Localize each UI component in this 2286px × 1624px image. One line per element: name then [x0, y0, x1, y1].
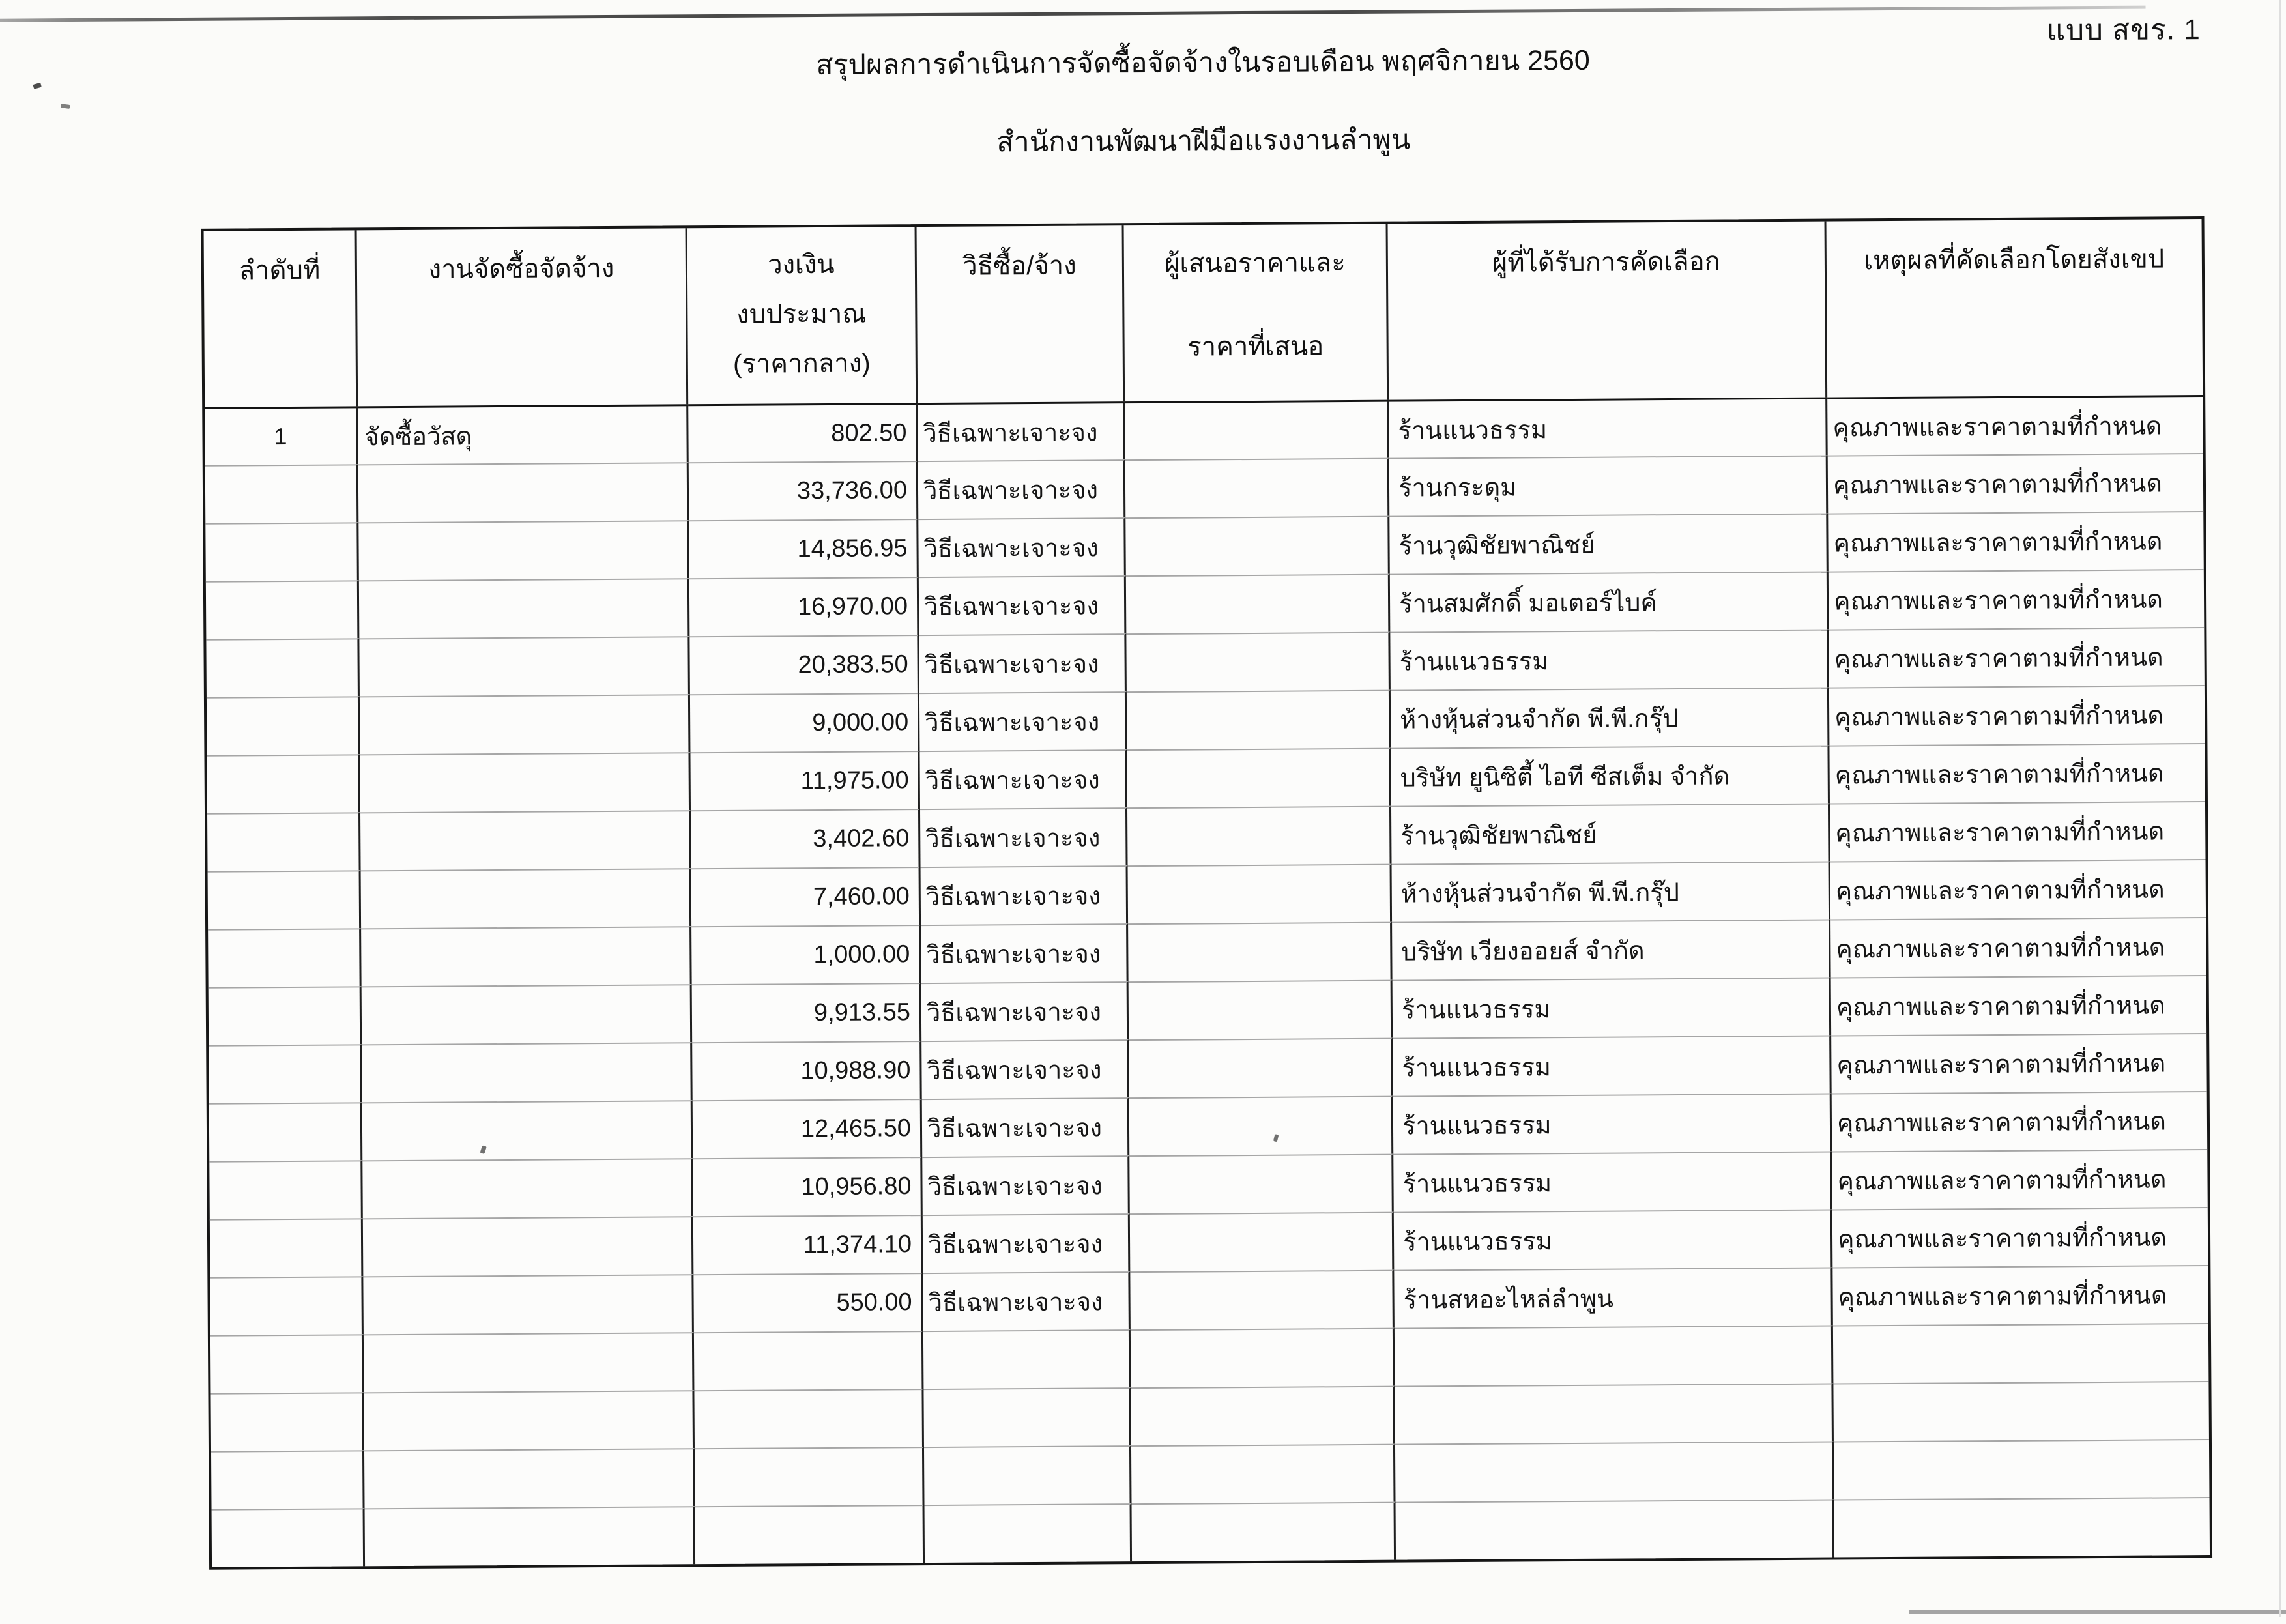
cell-amount: 802.50 [688, 403, 918, 462]
cell-no [209, 1102, 363, 1161]
cell-method: วิธีเฉพาะเจาะจง [919, 691, 1127, 751]
procurement-table [201, 216, 2213, 1570]
cell-bidder [1128, 864, 1393, 923]
cell-reason [1834, 1439, 2210, 1500]
cell-bidder [1125, 516, 1390, 575]
cell-no [206, 638, 360, 697]
cell-no [210, 1392, 364, 1451]
scan-speck [61, 104, 70, 109]
cell-no [207, 812, 361, 871]
cell-work: จัดซื้อวัสดุ [358, 404, 689, 464]
cell-work [363, 1274, 694, 1334]
cell-reason: คุณภาพและราคาตามที่กำหนด [1828, 453, 2204, 514]
page-subtitle: สำนักงานพัฒนาฝีมือแรงงานลำพูน [996, 124, 1411, 158]
cell-work [360, 752, 691, 812]
cell-selected [1396, 1500, 1835, 1560]
cell-work [360, 810, 691, 870]
cell-method [925, 1503, 1133, 1563]
cell-no [208, 928, 362, 987]
cell-bidder [1126, 632, 1391, 691]
cell-selected: ร้านกระดุม [1389, 456, 1829, 516]
cell-work [362, 1042, 693, 1102]
cell-reason: คุณภาพและราคาตามที่กำหนด [1830, 859, 2206, 920]
cell-reason: คุณภาพและราคาตามที่กำหนด [1832, 1149, 2208, 1210]
cell-work [359, 636, 690, 696]
scan-artifact-top-line [0, 6, 2146, 22]
cell-method: วิธีเฉพาะเจาะจง [918, 401, 1125, 461]
cell-no [205, 464, 359, 523]
cell-bidder [1131, 1444, 1396, 1503]
cell-method: วิธีเฉพาะเจาะจง [923, 1271, 1131, 1331]
cell-work [364, 1448, 695, 1508]
cell-selected: ร้านแนวธรรม [1393, 978, 1832, 1038]
cell-no [210, 1334, 364, 1393]
cell-reason: คุณภาพและราคาตามที่กำหนด [1827, 395, 2203, 456]
cell-amount [694, 1389, 924, 1448]
column-header-budget: วงเงิน งบประมาณ (ราคากลาง) [687, 227, 918, 404]
column-header-method: วิธีซื้อ/จ้าง [917, 225, 1125, 403]
cell-reason: คุณภาพและราคาตามที่กำหนด [1830, 917, 2206, 978]
cell-selected [1395, 1442, 1834, 1502]
cell-work [362, 1158, 693, 1218]
cell-bidder [1128, 922, 1393, 981]
cell-bidder [1132, 1502, 1396, 1561]
cell-amount: 550.00 [693, 1273, 923, 1332]
cell-selected: บริษัท เวียงออยส์ จำกัด [1392, 920, 1831, 980]
cell-bidder [1130, 1212, 1395, 1271]
cell-no [210, 1276, 364, 1335]
cell-no [209, 1160, 363, 1219]
cell-bidder [1129, 980, 1393, 1039]
column-header-work: งานจัดซื้อจัดจ้าง [357, 228, 689, 406]
cell-work [359, 578, 690, 638]
cell-work [361, 868, 692, 928]
cell-reason [1833, 1381, 2209, 1442]
cell-selected [1395, 1384, 1834, 1444]
cell-reason [1833, 1323, 2209, 1384]
cell-no [209, 986, 362, 1045]
cell-amount [694, 1331, 924, 1390]
cell-bidder [1126, 574, 1391, 633]
cell-amount: 33,736.00 [689, 461, 919, 520]
cell-reason: คุณภาพและราคาตามที่กำหนด [1829, 685, 2205, 746]
cell-method: วิธีเฉพาะเจาะจง [919, 575, 1127, 635]
cell-reason [1834, 1497, 2210, 1558]
cell-amount: 12,465.50 [693, 1099, 923, 1158]
cell-bidder [1129, 1096, 1394, 1155]
scan-artifact-bottom-line [1909, 1610, 2286, 1614]
cell-method: วิธีเฉพาะเจาะจง [921, 923, 1129, 983]
cell-bidder [1129, 1038, 1393, 1097]
cell-selected: ห้างหุ้นส่วนจำกัด พี.พี.กรุ๊ป [1391, 688, 1830, 748]
cell-selected: ร้านแนวธรรม [1393, 1152, 1832, 1212]
cell-bidder [1125, 458, 1390, 517]
cell-amount: 9,913.55 [692, 983, 922, 1042]
cell-work [360, 694, 691, 754]
cell-amount: 11,374.10 [693, 1215, 923, 1274]
cell-no [208, 870, 362, 929]
cell-selected: ห้างหุ้นส่วนจำกัด พี.พี.กรุ๊ป [1392, 862, 1831, 922]
cell-work [364, 1390, 695, 1450]
cell-selected: ร้านวุฒิชัยพาณิชย์ [1391, 804, 1830, 864]
cell-reason: คุณภาพและราคาตามที่กำหนด [1829, 569, 2205, 630]
cell-selected: ร้านแนวธรรม [1393, 1094, 1832, 1154]
cell-no [207, 696, 360, 755]
cell-method: วิธีเฉพาะเจาะจง [918, 459, 1126, 519]
cell-bidder [1131, 1386, 1395, 1445]
column-header-selected: ผู้ที่ได้รับการคัดเลือก [1388, 222, 1828, 400]
cell-amount: 3,402.60 [691, 809, 921, 868]
cell-work [362, 984, 693, 1044]
cell-no [210, 1218, 364, 1277]
cell-selected [1395, 1326, 1834, 1386]
cell-no [209, 1044, 362, 1103]
cell-reason: คุณภาพและราคาตามที่กำหนด [1829, 627, 2205, 688]
cell-reason: คุณภาพและราคาตามที่กำหนด [1831, 975, 2207, 1036]
cell-method: วิธีเฉพาะเจาะจง [922, 1155, 1130, 1215]
cell-amount: 1,000.00 [691, 925, 921, 984]
cell-amount: 7,460.00 [691, 867, 921, 926]
cell-reason: คุณภาพและราคาตามที่กำหนด [1829, 743, 2205, 804]
cell-selected: ร้านสหอะไหล่ลำพูน [1394, 1268, 1833, 1328]
cell-selected: ร้านวุฒิชัยพาณิชย์ [1389, 514, 1829, 574]
cell-bidder [1131, 1328, 1395, 1387]
document-header [203, 34, 2204, 169]
cell-amount [695, 1447, 925, 1506]
scan-page-edge [2279, 0, 2281, 1617]
cell-amount: 10,988.90 [692, 1041, 922, 1100]
cell-work [358, 462, 689, 522]
page-title: สรุปผลการดำเนินการจัดซื้อจัดจ้างในรอบเดือน พฤศจิกายน 2560 [816, 44, 1590, 81]
cell-selected: บริษัท ยูนิซิตี้ ไอที ซีสเต็ม จำกัด [1391, 746, 1830, 806]
cell-method: วิธีเฉพาะเจาะจง [921, 981, 1129, 1041]
cell-selected: ร้านแนวธรรม [1394, 1210, 1833, 1270]
cell-no: 1 [205, 406, 358, 465]
form-code: แบบ สขร. 1 [2046, 14, 2201, 47]
column-header-reason: เหตุผลที่คัดเลือกโดยสังเขป [1864, 244, 2165, 276]
cell-method [923, 1387, 1131, 1447]
cell-method: วิธีเฉพาะเจาะจง [919, 749, 1127, 809]
cell-method: วิธีเฉพาะเจาะจง [919, 633, 1127, 693]
column-header-no: ลำดับที่ [204, 230, 358, 407]
cell-reason: คุณภาพและราคาตามที่กำหนด [1831, 1033, 2207, 1094]
cell-method [924, 1445, 1132, 1505]
cell-reason: คุณภาพและราคาตามที่กำหนด [1832, 1265, 2208, 1326]
cell-no [205, 522, 359, 581]
cell-reason: คุณภาพและราคาตามที่กำหนด [1832, 1207, 2208, 1268]
cell-reason: คุณภาพและราคาตามที่กำหนด [1828, 511, 2204, 572]
cell-bidder [1127, 748, 1391, 807]
cell-reason: คุณภาพและราคาตามที่กำหนด [1832, 1091, 2208, 1152]
cell-method: วิธีเฉพาะเจาะจง [918, 517, 1126, 577]
cell-selected: ร้านแนวธรรม [1390, 630, 1829, 690]
cell-work [361, 926, 692, 986]
cell-method: วิธีเฉพาะเจาะจง [920, 807, 1128, 867]
cell-method [923, 1329, 1131, 1389]
column-header-bidders: ผู้เสนอราคาและ ราคาที่เสนอ [1124, 224, 1389, 401]
cell-work [364, 1332, 695, 1392]
cell-selected: ร้านสมศักดิ์ มอเตอร์ไบค์ [1390, 572, 1829, 632]
cell-amount: 20,383.50 [689, 635, 919, 694]
cell-amount [695, 1505, 925, 1564]
cell-amount: 14,856.95 [689, 519, 919, 578]
cell-no [206, 580, 360, 639]
cell-no [207, 754, 360, 813]
cell-amount: 9,000.00 [690, 693, 920, 752]
cell-work [363, 1216, 694, 1276]
cell-amount: 16,970.00 [689, 577, 919, 636]
cell-work [358, 520, 689, 580]
cell-bidder [1130, 1270, 1395, 1329]
cell-method: วิธีเฉพาะเจาะจง [921, 865, 1129, 925]
cell-selected: ร้านแนวธรรม [1389, 398, 1828, 458]
cell-work [362, 1100, 693, 1160]
cell-selected: ร้านแนวธรรม [1393, 1036, 1832, 1096]
cell-amount: 11,975.00 [690, 751, 920, 810]
cell-reason: คุณภาพและราคาตามที่กำหนด [1830, 801, 2206, 862]
cell-no [211, 1450, 365, 1509]
scan-speck [33, 83, 41, 89]
cell-bidder [1129, 1154, 1394, 1213]
cell-method: วิธีเฉพาะเจาะจง [923, 1213, 1131, 1273]
cell-bidder [1127, 690, 1391, 749]
cell-amount: 10,956.80 [693, 1157, 923, 1216]
cell-bidder [1125, 400, 1389, 459]
cell-method: วิธีเฉพาะเจาะจง [922, 1097, 1130, 1157]
cell-bidder [1127, 806, 1392, 865]
cell-no [212, 1508, 366, 1567]
cell-method: วิธีเฉพาะเจาะจง [921, 1039, 1129, 1099]
cell-work [365, 1506, 696, 1566]
